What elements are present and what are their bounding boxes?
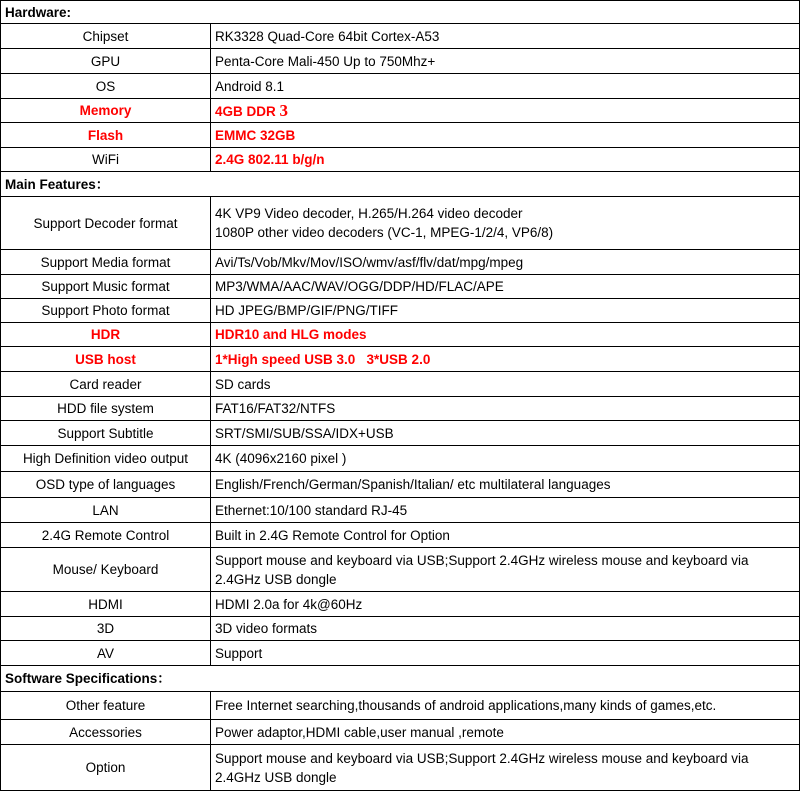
spec-label: HDR xyxy=(1,323,211,347)
spec-row-wifi xyxy=(1,148,800,172)
spec-label: Mouse/ Keyboard xyxy=(1,548,211,592)
spec-row-option xyxy=(1,745,800,791)
spec-value: SRT/SMI/SUB/SSA/IDX+USB xyxy=(211,421,800,446)
spec-row-card-reader xyxy=(1,372,800,397)
spec-value: EMMC 32GB xyxy=(211,123,800,148)
spec-value: HD JPEG/BMP/GIF/PNG/TIFF xyxy=(211,299,800,323)
spec-value: MP3/WMA/AAC/WAV/OGG/DDP/HD/FLAC/APE xyxy=(211,275,800,299)
spec-row-3d xyxy=(1,617,800,641)
spec-value xyxy=(211,99,800,123)
spec-value-line: 2.4GHz USB dongle xyxy=(215,769,337,785)
spec-label: 3D xyxy=(1,617,211,641)
spec-row-media xyxy=(1,250,800,275)
spec-label: USB host xyxy=(1,347,211,372)
memory-value-suffix: 3 xyxy=(279,100,289,120)
section-title-software: Software Specifications： xyxy=(1,666,800,692)
section-row-hardware xyxy=(1,1,800,24)
spec-row-flash xyxy=(1,123,800,148)
spec-row-usb-host xyxy=(1,347,800,372)
spec-label: Card reader xyxy=(1,372,211,397)
spec-value-line: Support mouse and keyboard via USB;Support 2.4GHz wireless mouse and keyboard via xyxy=(215,750,749,766)
spec-label: Accessories xyxy=(1,720,211,745)
section-title-main-features: Main Features： xyxy=(1,172,800,197)
spec-row-other-feature xyxy=(1,692,800,720)
spec-value-line: 4K VP9 Video decoder, H.265/H.264 video decoder xyxy=(215,206,523,221)
spec-value: RK3328 Quad-Core 64bit Cortex-A53 xyxy=(211,24,800,49)
spec-row-photo xyxy=(1,299,800,323)
spec-value: Avi/Ts/Vob/Mkv/Mov/ISO/wmv/asf/flv/dat/mpg/mpeg xyxy=(211,250,800,275)
spec-value-line: Support mouse and keyboard via USB;Support 2.4GHz wireless mouse and keyboard via xyxy=(215,552,749,568)
spec-value: 1*High speed USB 3.0 3*USB 2.0 xyxy=(211,347,800,372)
spec-value: 3D video formats xyxy=(211,617,800,641)
spec-row-osd-languages xyxy=(1,472,800,498)
spec-label: HDD file system xyxy=(1,397,211,421)
spec-value: 2.4G 802.11 b/g/n xyxy=(211,148,800,172)
spec-label: GPU xyxy=(1,49,211,74)
spec-label: Support Subtitle xyxy=(1,421,211,446)
spec-label: OS xyxy=(1,74,211,99)
spec-row-mouse-keyboard xyxy=(1,548,800,592)
spec-value: FAT16/FAT32/NTFS xyxy=(211,397,800,421)
spec-value: 4K (4096x2160 pixel ) xyxy=(211,446,800,472)
spec-row-video-output xyxy=(1,446,800,472)
spec-row-hdmi xyxy=(1,592,800,617)
spec-row-av xyxy=(1,641,800,666)
spec-row-remote xyxy=(1,523,800,548)
memory-value: 4GB DDR xyxy=(215,103,276,119)
spec-value: Free Internet searching,thousands of android applications,many kinds of games,etc. xyxy=(211,692,800,720)
spec-label: Support Decoder format xyxy=(1,197,211,250)
spec-row-subtitle xyxy=(1,421,800,446)
spec-label: 2.4G Remote Control xyxy=(1,523,211,548)
spec-value-line: 1080P other video decoders (VC-1, MPEG-1/2/4, VP6/8) xyxy=(215,225,554,240)
section-row-main-features xyxy=(1,172,800,197)
spec-value: SD cards xyxy=(211,372,800,397)
spec-row-gpu xyxy=(1,49,800,74)
spec-label: Support Photo format xyxy=(1,299,211,323)
spec-value-line: 2.4GHz USB dongle xyxy=(215,571,337,587)
spec-row-lan xyxy=(1,498,800,523)
spec-label: Option xyxy=(1,745,211,791)
spec-label: Flash xyxy=(1,123,211,148)
spec-value: Penta-Core Mali-450 Up to 750Mhz+ xyxy=(211,49,800,74)
spec-row-accessories xyxy=(1,720,800,745)
spec-label: HDMI xyxy=(1,592,211,617)
spec-label: Chipset xyxy=(1,24,211,49)
spec-row-music xyxy=(1,275,800,299)
spec-value: English/French/German/Spanish/Italian/ etc multilateral languages xyxy=(211,472,800,498)
spec-value xyxy=(211,197,800,250)
spec-label: Support Media format xyxy=(1,250,211,275)
spec-value: HDMI 2.0a for 4k@60Hz xyxy=(211,592,800,617)
spec-value: Support xyxy=(211,641,800,666)
spec-label: Memory xyxy=(1,99,211,123)
spec-value xyxy=(211,745,800,791)
spec-label: Support Music format xyxy=(1,275,211,299)
spec-value: Power adaptor,HDMI cable,user manual ,remote xyxy=(211,720,800,745)
spec-label: OSD type of languages xyxy=(1,472,211,498)
spec-row-decoder xyxy=(1,197,800,250)
spec-row-memory xyxy=(1,99,800,123)
spec-value xyxy=(211,548,800,592)
spec-label: Other feature xyxy=(1,692,211,720)
spec-label: WiFi xyxy=(1,148,211,172)
spec-value: Built in 2.4G Remote Control for Option xyxy=(211,523,800,548)
spec-value: HDR10 and HLG modes xyxy=(211,323,800,347)
spec-value: Android 8.1 xyxy=(211,74,800,99)
spec-label: AV xyxy=(1,641,211,666)
section-title-hardware: Hardware: xyxy=(1,1,800,24)
spec-row-hdr xyxy=(1,323,800,347)
spec-row-chipset xyxy=(1,24,800,49)
spec-value: Ethernet:10/100 standard RJ-45 xyxy=(211,498,800,523)
spec-label: High Definition video output xyxy=(1,446,211,472)
section-row-software xyxy=(1,666,800,692)
spec-row-hdd xyxy=(1,397,800,421)
spec-label: LAN xyxy=(1,498,211,523)
spec-row-os xyxy=(1,74,800,99)
